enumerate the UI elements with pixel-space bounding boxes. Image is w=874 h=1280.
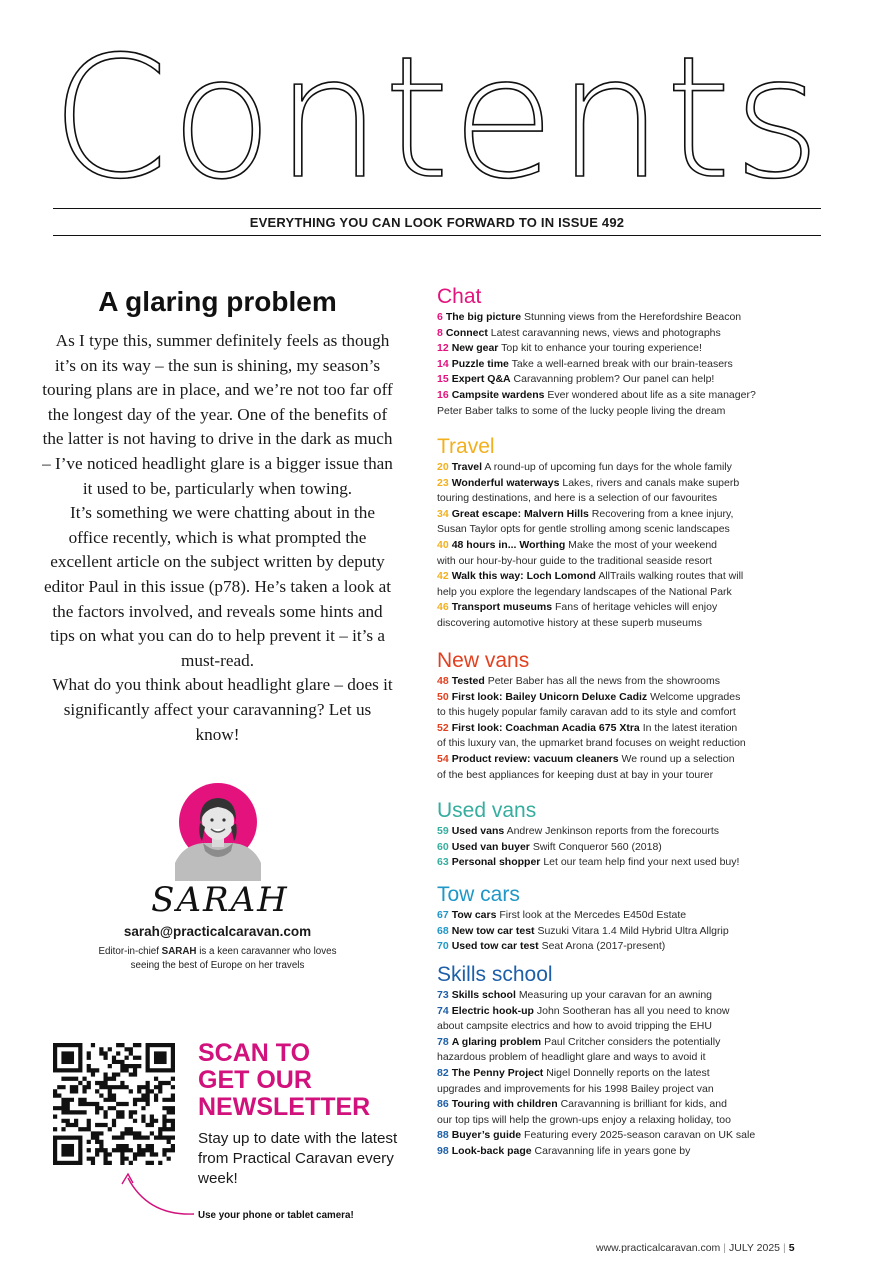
footer-url[interactable]: www.practicalcaravan.com xyxy=(596,1242,721,1254)
entry-title: Connect xyxy=(445,326,488,339)
entry-page-number: 82 xyxy=(437,1066,449,1079)
entry-description-continued: hazardous problem of headlight glare and ways to avoid it xyxy=(437,1051,706,1064)
entry-description: Make the most of your weekend xyxy=(568,538,717,551)
entry-page-number: 68 xyxy=(437,924,449,937)
entry-title: Skills school xyxy=(451,989,516,1001)
contents-entry[interactable] xyxy=(437,1144,827,1160)
footer-separator: | xyxy=(723,1242,727,1254)
entry-title: The Penny Project xyxy=(451,1066,544,1079)
entry-description: Caravanning is brilliant for kids, and xyxy=(560,1098,727,1111)
section-title: Skills school xyxy=(437,963,553,986)
entry-description-continued: discovering automotive history at these superb museums xyxy=(437,616,702,629)
entry-description-continued: to this hugely popular family caravan add to its style and comfort xyxy=(437,706,736,719)
entry-description: First look at the Mercedes E450d Estate xyxy=(499,909,687,921)
page-footer xyxy=(596,1242,795,1254)
entry-title: The big picture xyxy=(445,311,522,323)
newsletter-title-line: NEWSLETTER xyxy=(198,1093,371,1121)
header-rule-top xyxy=(53,208,821,209)
entry-page-number: 15 xyxy=(437,373,449,386)
entry-page-number: 50 xyxy=(437,690,449,703)
entry-description-continued: upgrades and improvements for his 1998 Bailey project van xyxy=(437,1082,714,1095)
entry-description-continued: with our hour-by-hour guide to the traditional seaside resort xyxy=(437,554,712,567)
entry-description-continued: Peter Baber talks to some of the lucky people living the dream xyxy=(437,404,726,417)
entry-page-number: 46 xyxy=(437,601,449,614)
contents-entry[interactable] xyxy=(437,538,827,554)
editor-avatar xyxy=(175,783,261,881)
entry-page-number: 59 xyxy=(437,825,449,837)
entry-title: New tow car test xyxy=(451,924,535,937)
contents-entry[interactable] xyxy=(437,460,827,476)
entry-description: Nigel Donnelly reports on the latest xyxy=(546,1066,710,1079)
entry-title: Wonderful waterways xyxy=(451,476,560,489)
section-title: Chat xyxy=(437,285,482,308)
entry-title: First look: Coachman Acadia 675 Xtra xyxy=(451,721,640,734)
entry-page-number: 63 xyxy=(437,856,449,869)
contents-entry[interactable] xyxy=(437,326,827,342)
entry-page-number: 14 xyxy=(437,357,449,370)
entry-title: Used van buyer xyxy=(451,840,530,853)
entry-page-number: 73 xyxy=(437,989,449,1001)
entry-title: Look-back page xyxy=(451,1144,532,1157)
newsletter-hint: Use your phone or tablet camera! xyxy=(198,1210,354,1221)
contents-entry[interactable] xyxy=(437,1066,827,1082)
entry-title: Transport museums xyxy=(451,601,553,614)
footer-separator: | xyxy=(783,1242,786,1254)
entry-description: In the latest iteration xyxy=(642,721,738,734)
entry-description: A round-up of upcoming fun days for the whole family xyxy=(484,461,732,473)
contents-section-used-vans xyxy=(437,800,827,871)
section-title: Tow cars xyxy=(437,883,520,906)
contents-entry[interactable] xyxy=(437,569,827,585)
entry-page-number: 12 xyxy=(437,342,449,355)
contents-entry[interactable] xyxy=(437,690,827,706)
contents-entry[interactable] xyxy=(437,855,827,871)
entry-page-number: 52 xyxy=(437,721,449,734)
contents-entry[interactable] xyxy=(437,721,827,737)
entry-description: Peter Baber has all the news from the showrooms xyxy=(487,675,720,687)
contents-entry[interactable] xyxy=(437,310,827,326)
curved-arrow-icon xyxy=(118,1170,198,1220)
contents-entry[interactable] xyxy=(437,840,827,856)
editorial-paragraph: What do you think about headlight glare – does it significantly affect your caravanning? Let us know! xyxy=(52,675,393,744)
contents-entry[interactable] xyxy=(437,1035,827,1051)
entry-page-number: 23 xyxy=(437,476,449,489)
contents-entry[interactable] xyxy=(437,924,827,940)
entry-title: Touring with children xyxy=(451,1098,558,1111)
contents-entry[interactable] xyxy=(437,752,827,768)
contents-section-skills-school xyxy=(437,964,827,1160)
entry-description: Seat Arona (2017-present) xyxy=(541,940,666,953)
contents-entry[interactable] xyxy=(437,1097,827,1113)
contents-entry[interactable] xyxy=(437,600,827,616)
entry-page-number: 88 xyxy=(437,1129,449,1142)
editorial-paragraph: It’s something we were chatting about in the office recently, which is what prompted the excellent article on the subject written by deputy editor Paul in this issue (p78). He’s taken a look at the factors involved, and reveals some hints and tips on what you can do to help prevent it – it’s a must-read. xyxy=(43,503,392,670)
contents-entry[interactable] xyxy=(437,939,827,955)
section-title: New vans xyxy=(437,649,530,672)
entry-description-continued: about campsite electrics and how to avoid tripping the EHU xyxy=(437,1020,712,1033)
contents-entry[interactable] xyxy=(437,341,827,357)
entry-description-continued: our top tips will help the grown-ups enjoy a relaxing holiday, too xyxy=(437,1113,731,1126)
entry-description: Measuring up your caravan for an awning xyxy=(518,989,713,1001)
entry-description-continued: touring destinations, and here is a selection of our favourites xyxy=(437,492,718,505)
contents-entry[interactable] xyxy=(437,674,827,690)
contents-section-new-vans xyxy=(437,650,827,783)
editor-bio xyxy=(90,945,345,973)
entry-page-number: 16 xyxy=(437,388,449,401)
editor-email-link[interactable]: sarah@practicalcaravan.com xyxy=(123,924,312,939)
entry-title: New gear xyxy=(451,342,499,355)
contents-section-travel xyxy=(437,436,827,632)
entry-description: Featuring every 2025-season caravan on UK sale xyxy=(524,1129,756,1142)
entry-page-number: 86 xyxy=(437,1098,449,1111)
entry-description: John Sootheran has all you need to know xyxy=(536,1004,730,1017)
entry-description: Ever wondered about life as a site manager? xyxy=(547,388,756,401)
entry-title: Buyer’s guide xyxy=(451,1129,522,1142)
entry-title: A glaring problem xyxy=(451,1035,542,1048)
entry-page-number: 60 xyxy=(437,840,449,853)
contents-entry[interactable] xyxy=(437,1128,827,1144)
entry-description: Welcome upgrades xyxy=(650,690,741,703)
entry-page-number: 70 xyxy=(437,940,449,953)
entry-description: We round up a selection xyxy=(621,752,735,765)
newsletter-title-line: GET OUR xyxy=(198,1066,312,1094)
newsletter-title xyxy=(198,1040,418,1121)
newsletter-title-line: SCAN TO xyxy=(198,1039,311,1067)
entry-description: Lakes, rivers and canals make superb xyxy=(562,476,740,489)
entry-title: Walk this way: Loch Lomond xyxy=(451,570,596,583)
editorial-body xyxy=(40,329,395,747)
contents-entry[interactable] xyxy=(437,388,827,404)
entry-title: Personal shopper xyxy=(451,856,541,869)
contents-entry[interactable] xyxy=(437,476,827,492)
entry-title: Electric hook-up xyxy=(451,1004,534,1017)
entry-title: Campsite wardens xyxy=(451,388,545,401)
entry-page-number: 20 xyxy=(437,461,449,473)
footer-issue: JULY 2025 xyxy=(729,1242,781,1254)
entry-page-number: 74 xyxy=(437,1004,449,1017)
entry-description: Fans of heritage vehicles will enjoy xyxy=(554,601,718,614)
newsletter-qr-code[interactable] xyxy=(53,1043,175,1165)
contents-section-chat xyxy=(437,286,827,419)
entry-description: AllTrails walking routes that will xyxy=(598,570,744,583)
entry-description: Latest caravanning news, views and photographs xyxy=(490,326,721,339)
issue-strapline: EVERYTHING YOU CAN LOOK FORWARD TO IN ISSUE 492 xyxy=(249,215,625,230)
contents-entry[interactable] xyxy=(437,372,827,388)
contents-section-tow-cars xyxy=(437,884,827,955)
entry-page-number: 8 xyxy=(437,326,443,339)
entry-description-continued: of the best appliances for keeping dust at bay in your tourer xyxy=(437,768,714,781)
header-rule-bottom xyxy=(53,235,821,236)
entry-title: Great escape: Malvern Hills xyxy=(451,507,589,520)
entry-page-number: 6 xyxy=(437,311,443,323)
entry-title: 48 hours in... Worthing xyxy=(451,538,566,551)
page-title: Contents xyxy=(51,20,823,216)
entry-description: Suzuki Vitara 1.4 Mild Hybrid Ultra Allgrip xyxy=(537,924,729,937)
entry-title: Puzzle time xyxy=(451,357,509,370)
entry-title: Used tow car test xyxy=(451,940,539,953)
editor-bio-suffix: is a keen caravanner who loves seeing the best of Europe on her travels xyxy=(130,946,337,971)
entry-page-number: 98 xyxy=(437,1144,449,1157)
entry-title: First look: Bailey Unicorn Deluxe Cadiz xyxy=(451,690,648,703)
entry-page-number: 34 xyxy=(437,507,449,520)
entry-description: Caravanning life in years gone by xyxy=(534,1144,691,1157)
newsletter-body: Stay up to date with the latest from Practical Caravan every week! xyxy=(198,1130,398,1187)
section-title: Travel xyxy=(437,435,495,458)
contents-entry[interactable] xyxy=(437,988,827,1004)
entry-description-continued: help you explore the legendary landscapes of the National Park xyxy=(437,585,732,598)
entry-description: Andrew Jenkinson reports from the forecourts xyxy=(506,825,719,837)
entry-description: Caravanning problem? Our panel can help! xyxy=(513,373,715,386)
entry-description: Recovering from a knee injury, xyxy=(591,507,734,520)
entry-page-number: 67 xyxy=(437,909,449,921)
entry-description: Top kit to enhance your touring experience! xyxy=(501,342,702,355)
editor-bio-name: SARAH xyxy=(161,946,197,957)
entry-description-continued: Susan Taylor opts for gentle strolling among scenic landscapes xyxy=(437,523,730,536)
editorial-paragraph: As I type this, summer definitely feels as though it’s on its way – the sun is shining, my season’s touring plans are in place, and we’re not too far off the longest day of the year. One of the benefits of the latter is not having to drive in the dark as much – I’ve noticed headlight glare is a bigger issue than it used to be, particularly when towing. xyxy=(42,331,393,498)
contents-entry[interactable] xyxy=(437,357,827,373)
editor-signature: SARAH xyxy=(151,880,289,920)
entry-description: Paul Critcher considers the potentially xyxy=(544,1035,721,1048)
entry-page-number: 54 xyxy=(437,752,449,765)
entry-page-number: 40 xyxy=(437,538,449,551)
contents-entry[interactable] xyxy=(437,507,827,523)
section-title: Used vans xyxy=(437,799,537,822)
editor-bio-prefix: Editor-in-chief xyxy=(98,946,162,957)
contents-entry[interactable] xyxy=(437,908,827,924)
entry-title: Tested xyxy=(451,675,485,687)
entry-description-continued: of this luxury van, the upmarket brand focuses on weight reduction xyxy=(437,737,746,750)
entry-title: Tow cars xyxy=(451,909,497,921)
contents-entry[interactable] xyxy=(437,1004,827,1020)
entry-description: Stunning views from the Herefordshire Beacon xyxy=(524,311,742,323)
entry-title: Used vans xyxy=(451,825,505,837)
footer-page-number: 5 xyxy=(788,1242,795,1254)
entry-title: Product review: vacuum cleaners xyxy=(451,752,619,765)
entry-description: Let our team help find your next used buy! xyxy=(543,856,740,869)
entry-title: Travel xyxy=(451,461,483,473)
entry-description: Swift Conqueror 560 (2018) xyxy=(532,840,662,853)
entry-description: Take a well-earned break with our brain-teasers xyxy=(511,357,733,370)
editorial-title: A glaring problem xyxy=(98,286,337,317)
entry-page-number: 48 xyxy=(437,675,449,687)
contents-entry[interactable] xyxy=(437,824,827,840)
entry-page-number: 78 xyxy=(437,1035,449,1048)
entry-title: Expert Q&A xyxy=(451,373,511,386)
entry-page-number: 42 xyxy=(437,570,449,583)
